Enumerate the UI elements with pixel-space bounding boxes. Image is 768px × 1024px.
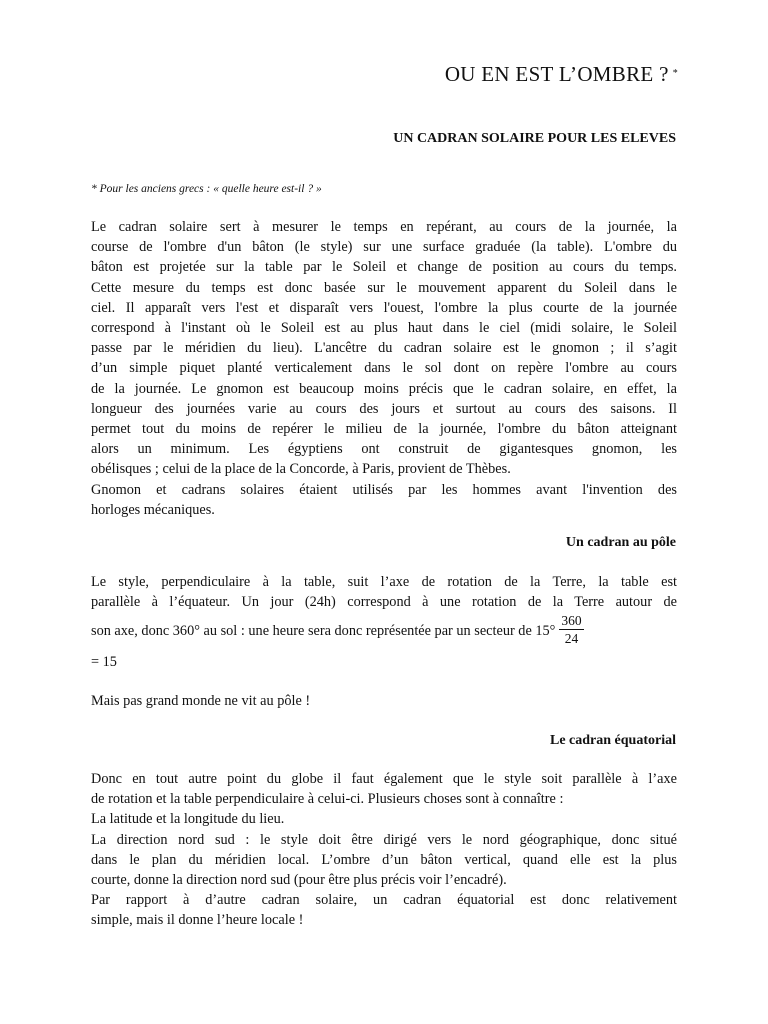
text-line: ciel. Il apparaît vers l'est et disparaît vers l'ouest, l'ombre la plus courte de la journée bbox=[91, 299, 677, 316]
text-line: Par rapport à d’autre cadran solaire, un cadran équatorial est donc relativement bbox=[91, 892, 677, 909]
pole-formula-line bbox=[91, 614, 681, 649]
text-line: alors un minimum. Les égyptiens ont construit de gigantesques gnomon, les bbox=[91, 441, 677, 458]
page-subtitle: UN CADRAN SOLAIRE POUR LES ELEVES bbox=[393, 131, 676, 146]
text-line: La direction nord sud : le style doit être dirigé vers le nord géographique, donc situé bbox=[91, 831, 677, 848]
text-line: bâton est projetée sur la table par le Soleil et change de position au cours du temps. bbox=[91, 259, 677, 276]
text-line: d’un simple piquet planté verticalement dans le sol dont on repère l'ombre au cours bbox=[91, 360, 677, 377]
text-line: son axe, donc 360° au sol : une heure sera donc représentée par un secteur de 15° bbox=[91, 623, 556, 639]
text-line: de rotation et la table perpendiculaire à celui-ci. Plusieurs choses sont à connaître : bbox=[91, 791, 564, 808]
text-line: de la journée. Le gnomon est beaucoup moins précis que le cadran solaire, en effet, la bbox=[91, 380, 677, 397]
text-line: La latitude et la longitude du lieu. bbox=[91, 811, 285, 828]
text-line: longueur des journées varie au cours des jours et surtout au cours des saisons. Il bbox=[91, 400, 677, 417]
pole-paragraph bbox=[91, 572, 677, 612]
text-line: dans le plan du méridien local. L’ombre d’un bâton vertical, quand elle est la plus bbox=[91, 851, 677, 868]
page-title bbox=[445, 62, 678, 87]
text-line: Le style, perpendiculaire à la table, suit l’axe de rotation de la Terre, la table est bbox=[91, 574, 677, 590]
text-line: correspond à l'instant où le Soleil est au plus haut dans le ciel (midi solaire, le Soleil bbox=[91, 320, 677, 337]
pole-equals: = 15 bbox=[91, 654, 117, 670]
text-line: passe par le méridien du lieu). L'ancêtre du cadran solaire est le gnomon ; il s’agit bbox=[91, 340, 677, 357]
title-footnote-mark: * bbox=[672, 68, 678, 79]
text-line: horloges mécaniques. bbox=[91, 501, 215, 518]
text-line: simple, mais il donne l’heure locale ! bbox=[91, 912, 304, 929]
fraction bbox=[559, 612, 583, 647]
text-line: Gnomon et cadrans solaires étaient utilisés par les hommes avant l'invention des bbox=[91, 481, 677, 498]
text-line: obélisques ; celui de la place de la Concorde, à Paris, provient de Thèbes. bbox=[91, 461, 511, 478]
text-line: Cette mesure du temps est donc basée sur le mouvement apparent du Soleil dans le bbox=[91, 279, 677, 296]
text-line: course de l'ombre d'un bâton (le style) sur une surface graduée (la table). L'ombre du bbox=[91, 239, 677, 256]
text-line: Donc en tout autre point du globe il faut également que le style soit parallèle à l’axe bbox=[91, 771, 677, 787]
section-heading-pole: Un cadran au pôle bbox=[565, 535, 676, 550]
equatorial-paragraph bbox=[91, 769, 677, 931]
fraction-numerator: 360 bbox=[561, 613, 582, 628]
text-line: permet tout du moins de repérer le milieu de la journée, l'ombre du bâton atteignant bbox=[91, 421, 677, 438]
title-text: OU EN EST L’OMBRE ? bbox=[444, 62, 669, 86]
section-heading-equatorial: Le cadran équatorial bbox=[550, 733, 676, 748]
intro-paragraph bbox=[91, 217, 677, 520]
pole-note: Mais pas grand monde ne vit au pôle ! bbox=[91, 693, 311, 709]
footnote: * Pour les anciens grecs : « quelle heure est-il ? » bbox=[91, 183, 322, 195]
text-line: courte, donne la direction nord sud (pour être plus précis voir l’encadré). bbox=[91, 872, 507, 889]
fraction-denominator: 24 bbox=[564, 631, 579, 646]
text-line: Le cadran solaire sert à mesurer le temps en repérant, au cours de la journée, la bbox=[91, 219, 677, 235]
text-line: parallèle à l’équateur. Un jour (24h) correspond à une rotation de la Terre autour de bbox=[91, 594, 677, 611]
